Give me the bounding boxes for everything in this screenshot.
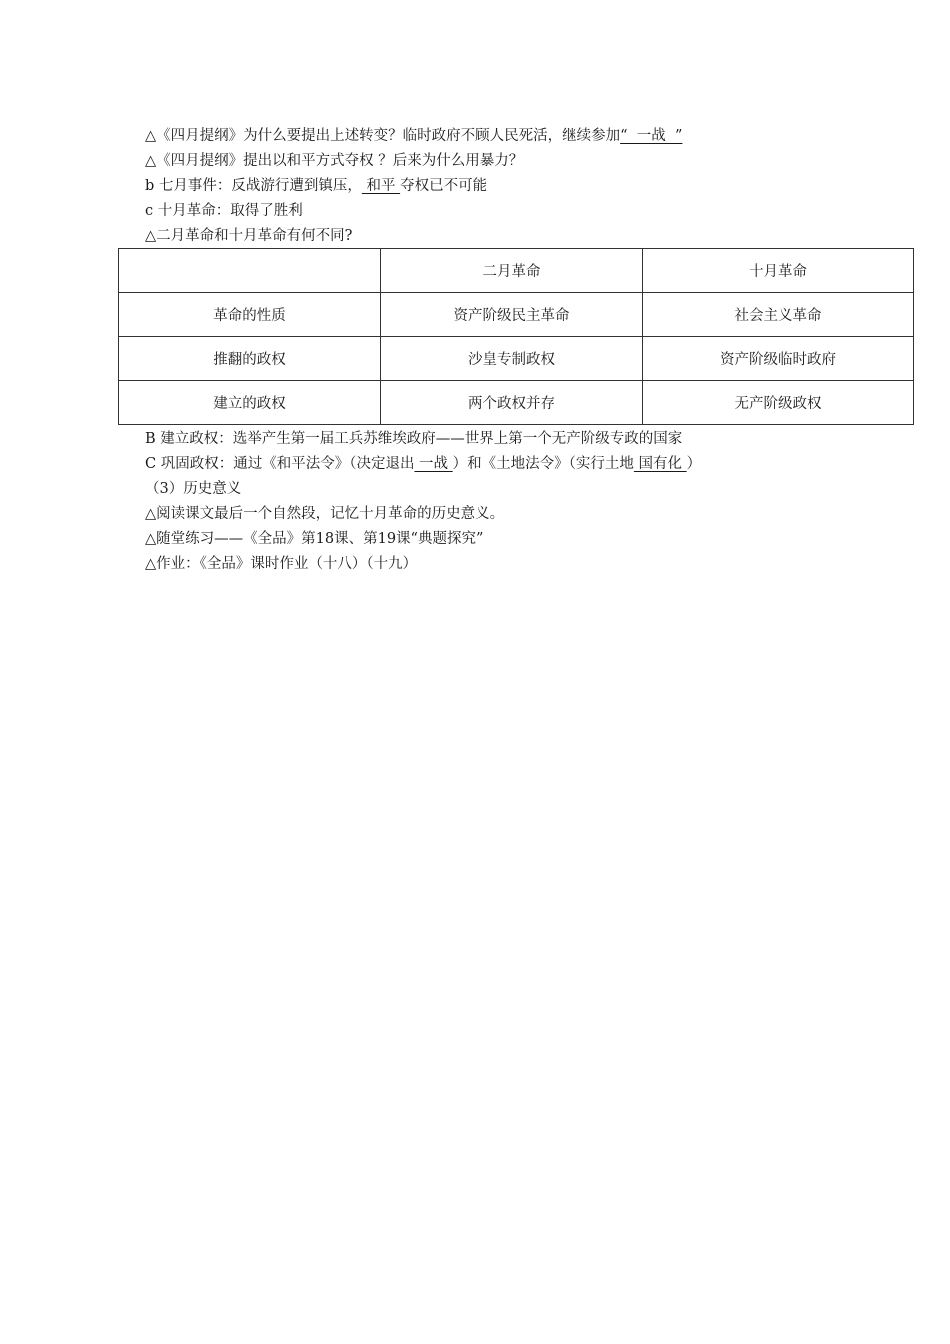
fill-blank-answer: 国有化 xyxy=(633,456,687,472)
text-line-consolidate-power xyxy=(145,452,701,476)
text-line-comparison-question xyxy=(145,224,352,248)
table-header-cell xyxy=(119,249,381,293)
text-span: △二月革命和十月革命有何不同? xyxy=(145,228,353,244)
fill-blank-answer: “ 一战 ” xyxy=(620,128,683,144)
table-cell: 沙皇专制政权 xyxy=(381,337,643,381)
text-span: B 建立政权：选举产生第一届工兵苏维埃政府——世界上第一个无产阶级专政的国家 xyxy=(145,431,683,447)
table-cell: 资产阶级临时政府 xyxy=(643,337,914,381)
text-line-practice xyxy=(145,527,483,551)
text-line-establish-power xyxy=(145,427,682,451)
fill-blank-answer: 一战 xyxy=(414,456,453,472)
text-span: ）和《土地法令》（实行土地 xyxy=(452,456,634,472)
table-header-cell: 二月革命 xyxy=(381,249,643,293)
text-span: C 巩固政权：通过《和平法令》（决定退出 xyxy=(145,456,415,472)
table-row-label: 建立的政权 xyxy=(119,381,381,425)
text-span: c 十月革命：取得了胜利 xyxy=(145,203,303,219)
text-span: △《四月提纲》为什么要提出上述转变？临时政府不顾人民死活，继续参加 xyxy=(145,128,621,144)
text-span: △阅读课文最后一个自然段，记忆十月革命的历史意义。 xyxy=(145,506,505,522)
text-span: 夺权已不可能 xyxy=(400,178,488,194)
table-cell: 无产阶级政权 xyxy=(643,381,914,425)
revolution-comparison-table xyxy=(118,248,914,425)
table-header-row xyxy=(119,249,914,293)
fill-blank-answer: 和平 xyxy=(361,178,401,194)
text-line-april-theses-peaceful xyxy=(145,149,523,173)
text-line-july-events xyxy=(145,174,487,198)
text-line-october-revolution xyxy=(145,199,303,223)
text-span: △随堂练习——《全品》第18课、第19课“典题探究” xyxy=(145,531,484,547)
table-row xyxy=(119,337,914,381)
table-row-label: 推翻的政权 xyxy=(119,337,381,381)
table-row xyxy=(119,381,914,425)
table-cell: 社会主义革命 xyxy=(643,293,914,337)
text-span: △《四月提纲》提出以和平方式夺权 ？后来为什么用暴力？ xyxy=(145,153,524,169)
text-line-homework xyxy=(145,552,417,576)
text-line-april-theses-why xyxy=(145,124,682,148)
text-span: ） xyxy=(686,456,702,472)
text-span: △作业：《全品》课时作业（十八）（十九） xyxy=(145,556,418,572)
table-cell: 资产阶级民主革命 xyxy=(381,293,643,337)
text-span: b 七月事件：反战游行遭到镇压， xyxy=(145,178,362,194)
table-row-label: 革命的性质 xyxy=(119,293,381,337)
table-row xyxy=(119,293,914,337)
text-span: （3）历史意义 xyxy=(145,481,242,497)
text-line-read-textbook xyxy=(145,502,504,526)
table-cell: 两个政权并存 xyxy=(381,381,643,425)
table-header-cell: 十月革命 xyxy=(643,249,914,293)
text-line-historical-significance xyxy=(145,477,241,501)
